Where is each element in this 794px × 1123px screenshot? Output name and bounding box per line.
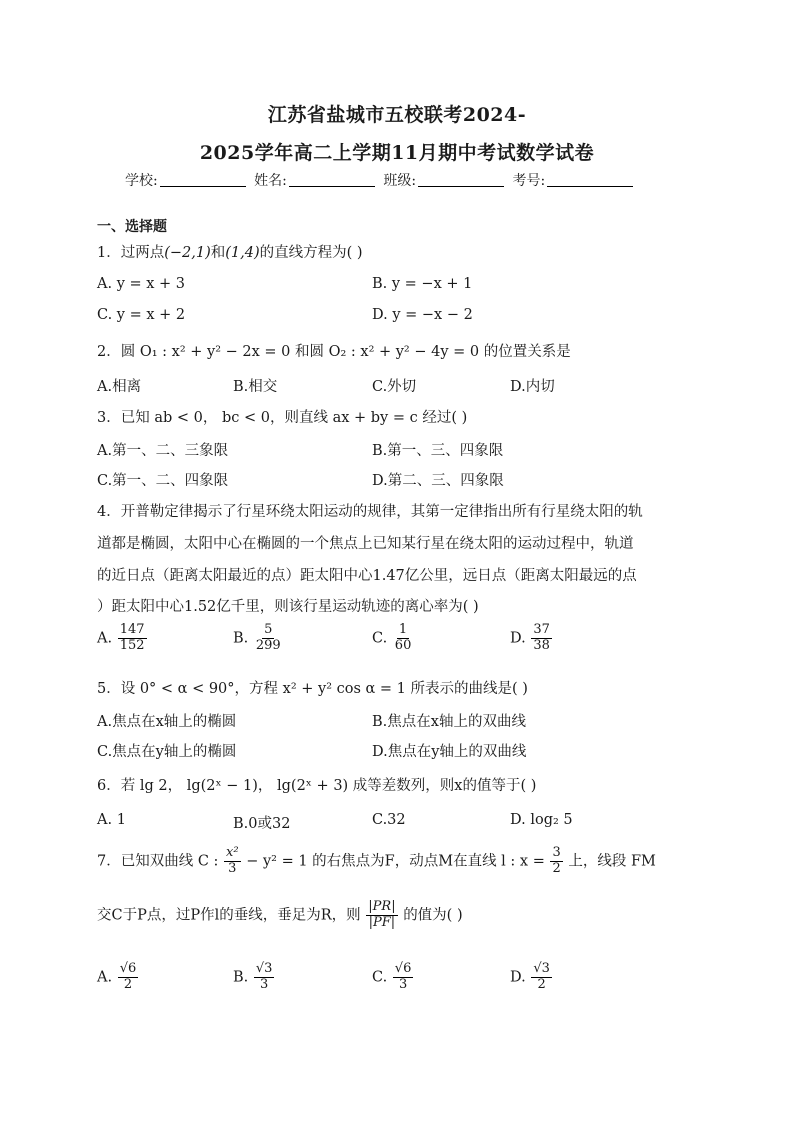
question-2: 2．圆 O₁ : x² + y² − 2x = 0 和圆 O₂ : x² + y² − 4y = 0 的位置关系是 xyxy=(97,344,571,360)
q7-d-den: 2 xyxy=(537,976,546,992)
q7-a-label: A. xyxy=(97,969,113,986)
q7-b-label: B. xyxy=(233,969,249,986)
q4-option-b[interactable] xyxy=(233,623,284,654)
q4-d-label: D. xyxy=(510,630,526,647)
school-blank[interactable] xyxy=(160,172,246,187)
q7-f1-den: 3 xyxy=(228,860,237,876)
q6-option-a[interactable]: A. 1 xyxy=(97,812,126,828)
q7-d-label: D. xyxy=(510,969,526,986)
name-label: 姓名: xyxy=(254,173,287,189)
q5-option-b[interactable]: B.焦点在x轴上的双曲线 xyxy=(372,714,526,730)
question-5: 5．设 0° < α < 90°，方程 x² + y² cos α = 1 所表示的曲线是( ) xyxy=(97,681,528,697)
q7-option-d[interactable] xyxy=(510,962,553,993)
q4-c-fraction xyxy=(393,623,414,654)
q3-option-c[interactable]: C.第一、二、四象限 xyxy=(97,473,229,489)
q7-d-num: √3 xyxy=(533,961,550,976)
question-7-line-2 xyxy=(97,900,463,931)
exam-number-label: 考号: xyxy=(512,173,546,189)
q1-option-a[interactable]: A. y = x + 3 xyxy=(97,276,186,292)
q1-option-c[interactable]: C. y = x + 2 xyxy=(97,307,186,323)
q5-option-d[interactable]: D.焦点在y轴上的双曲线 xyxy=(372,744,527,760)
student-info-row xyxy=(125,170,637,190)
q4-b-den: 299 xyxy=(255,637,281,653)
question-4-line-2: 道都是椭圆，太阳中心在椭圆的一个焦点上已知某行星在绕太阳的运动过程中，轨道 xyxy=(97,536,634,552)
q4-c-num: 1 xyxy=(398,622,408,637)
q2-option-b[interactable]: B.相交 xyxy=(233,379,278,395)
q4-b-num: 5 xyxy=(264,622,273,637)
q4-d-num: 37 xyxy=(533,622,550,637)
q4-a-fraction xyxy=(118,623,147,654)
class-blank[interactable] xyxy=(418,172,504,187)
q3-option-d[interactable]: D.第二、三、四象限 xyxy=(372,473,504,489)
q7-stem-e: 的值为( ) xyxy=(403,907,463,924)
question-6: 6．若 lg 2， lg(2ˣ − 1)， lg(2ˣ + 3) 成等差数列，则x的值等于( ) xyxy=(97,778,537,794)
q3-option-a[interactable]: A.第一、二、三象限 xyxy=(97,443,229,459)
q7-a-den: 2 xyxy=(123,976,133,992)
q7-stem-d: 交C于P点，过P作l的垂线，垂足为R，则 xyxy=(97,907,361,924)
q7-b-den: 3 xyxy=(260,976,269,992)
q7-f3-num: |PR| xyxy=(368,899,396,914)
title-line-1: 江苏省盐城市五校联考2024- xyxy=(267,104,527,126)
q5-option-a[interactable]: A.焦点在x轴上的椭圆 xyxy=(97,714,237,730)
q7-b-fraction xyxy=(254,962,275,993)
q7-option-b[interactable] xyxy=(233,962,275,993)
q7-c-label: C. xyxy=(372,969,388,986)
q7-b-num: √3 xyxy=(255,961,273,976)
q2-option-d[interactable]: D.内切 xyxy=(510,379,555,395)
q4-option-d[interactable] xyxy=(510,623,553,654)
q4-d-fraction xyxy=(531,623,552,654)
q4-c-label: C. xyxy=(372,630,388,647)
q7-f1-num: x² xyxy=(226,845,239,860)
q7-f2-den: 2 xyxy=(552,860,561,876)
q7-c-num: √6 xyxy=(394,961,412,976)
q1-point-1: (−2,1) xyxy=(164,245,211,261)
q7-option-a[interactable] xyxy=(97,962,139,993)
q7-stem-b: − y² = 1 的右焦点为F，动点M在直线 l : x = xyxy=(246,853,545,870)
q7-a-num: √6 xyxy=(119,961,137,976)
q4-b-fraction xyxy=(254,623,283,654)
question-7-line-1 xyxy=(97,846,656,877)
q6-option-c[interactable]: C.32 xyxy=(372,812,406,828)
q1-and: 和 xyxy=(210,245,226,261)
q1-point-2: (1,4) xyxy=(225,245,260,261)
q4-a-num: 147 xyxy=(119,622,145,637)
q7-d-fraction xyxy=(531,962,552,993)
q7-c-den: 3 xyxy=(398,976,408,992)
q7-stem-c: 上，线段 FM xyxy=(568,853,656,870)
q5-option-c[interactable]: C.焦点在y轴上的椭圆 xyxy=(97,744,237,760)
q7-stem-a: 7．已知双曲线 C : xyxy=(97,853,219,870)
question-4-line-1: 4．开普勒定律揭示了行星环绕太阳运动的规律，其第一定律指出所有行星绕太阳的轨 xyxy=(97,504,643,520)
q1-option-b[interactable]: B. y = −x + 1 xyxy=(372,276,473,292)
q7-f3-den: |PF| xyxy=(368,914,396,930)
q7-fraction-1 xyxy=(224,846,241,877)
q6-option-b[interactable]: B.0或32 xyxy=(233,816,291,832)
q4-c-den: 60 xyxy=(394,637,412,653)
question-1 xyxy=(97,241,363,262)
exam-number-blank[interactable] xyxy=(547,172,633,187)
q7-a-fraction xyxy=(118,962,139,993)
q7-c-fraction xyxy=(393,962,414,993)
q4-b-label: B. xyxy=(233,630,249,647)
q4-option-c[interactable] xyxy=(372,623,414,654)
q3-option-b[interactable]: B.第一、三、四象限 xyxy=(372,443,504,459)
name-blank[interactable] xyxy=(289,172,375,187)
q4-option-a[interactable] xyxy=(97,623,148,654)
question-4-line-3: 的近日点（距离太阳最近的点）距太阳中心1.47亿公里，远日点（距离太阳最远的点 xyxy=(97,568,637,584)
class-label: 班级: xyxy=(383,173,417,189)
title-line-2: 2025学年高二上学期11月期中考试数学试卷 xyxy=(199,142,595,164)
school-label: 学校: xyxy=(125,173,158,189)
question-4-line-4: ）距太阳中心1.52亿千里，则该行星运动轨迹的离心率为( ) xyxy=(97,599,479,615)
q2-option-a[interactable]: A.相离 xyxy=(97,379,142,395)
question-3: 3．已知 ab < 0， bc < 0，则直线 ax + by = c 经过( ) xyxy=(97,410,468,426)
section-heading: 一、选择题 xyxy=(97,219,167,235)
q4-d-den: 38 xyxy=(533,637,550,653)
q1-stem-end: 的直线方程为( ) xyxy=(259,245,363,261)
q1-stem: 1．过两点 xyxy=(97,245,165,261)
q6-option-d[interactable]: D. log₂ 5 xyxy=(510,812,573,828)
q7-fraction-3 xyxy=(366,900,397,931)
q4-a-den: 152 xyxy=(119,637,145,653)
q7-f2-num: 3 xyxy=(552,845,561,860)
q1-option-d[interactable]: D. y = −x − 2 xyxy=(372,307,473,323)
q7-fraction-2 xyxy=(550,846,562,877)
q4-a-label: A. xyxy=(97,630,113,647)
q7-option-c[interactable] xyxy=(372,962,414,993)
q2-option-c[interactable]: C.外切 xyxy=(372,379,417,395)
